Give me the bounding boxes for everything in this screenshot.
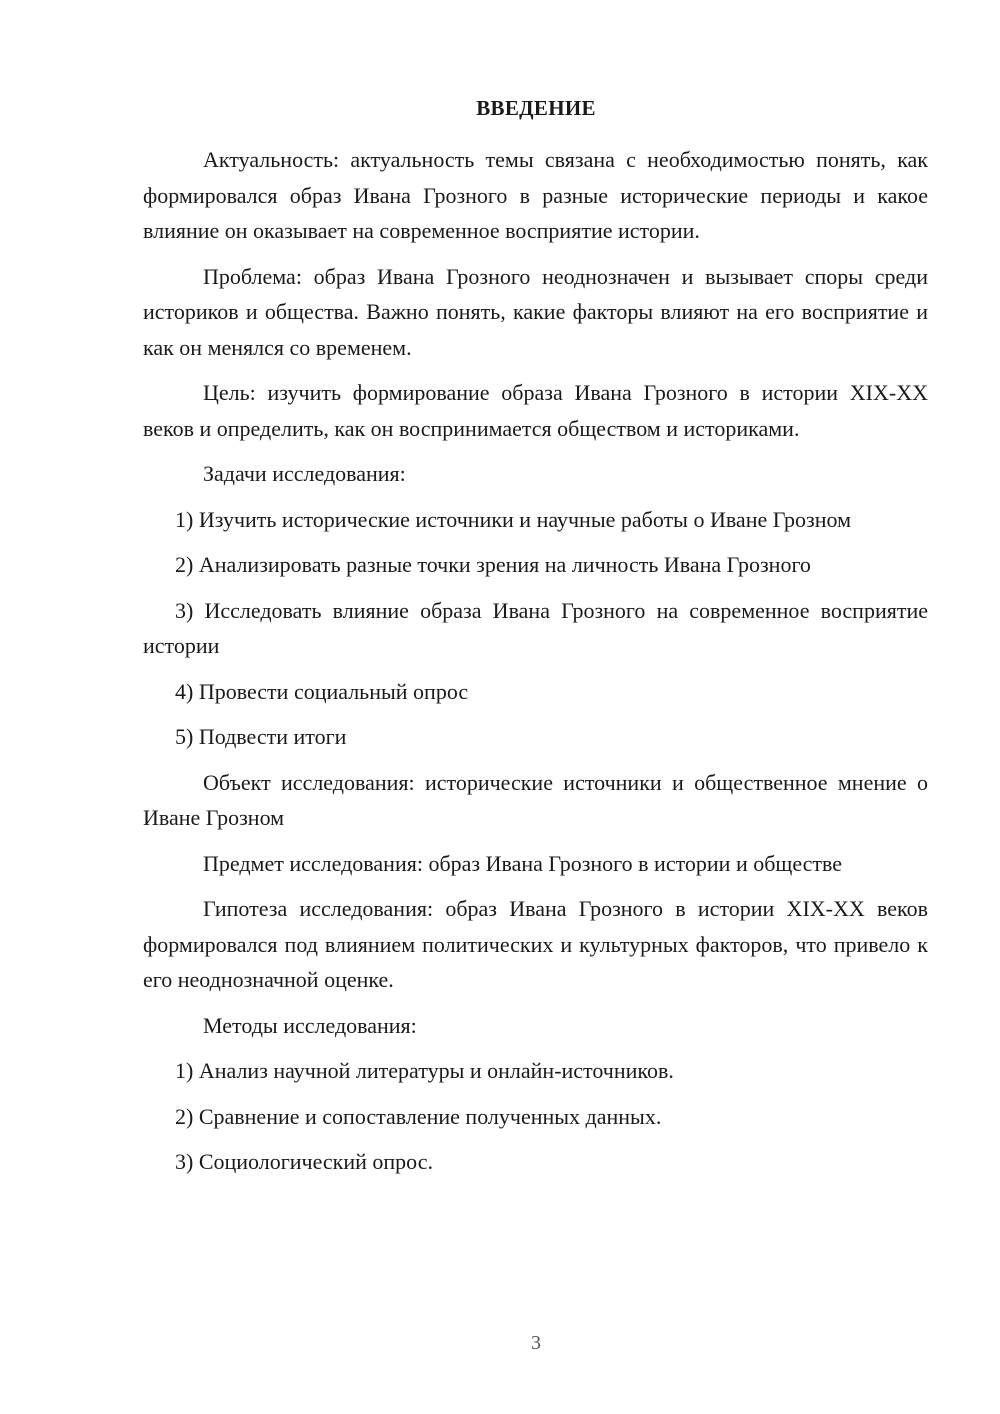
method-item-2: 2) Сравнение и сопоставление полученных данных. xyxy=(175,1103,662,1129)
page-number: 3 xyxy=(531,1332,541,1354)
paragraph-subject: Предмет исследования: образ Ивана Грозного в истории и обществе xyxy=(203,850,843,876)
task-item-2: 2) Анализировать разные точки зрения на личность Ивана Грозного xyxy=(175,552,811,577)
task-item-4: 4) Провести социальный опрос xyxy=(175,678,469,704)
document-body xyxy=(143,142,928,1190)
tasks-heading: Задачи исследования: xyxy=(203,461,406,486)
paragraph-object: Объект исследования: исторические источники и общественное мнение о Иване Грозном xyxy=(143,769,928,830)
task-item-3: 3) Исследовать влияние образа Ивана Грозного на современное восприятие истории xyxy=(143,597,928,658)
paragraph-goal: Цель: изучить формирование образа Ивана Грозного в истории XIX-XX веков и определить, как он воспринимается обществом и историками. xyxy=(143,380,928,441)
task-item-5: 5) Подвести итоги xyxy=(175,724,347,749)
paragraph-problem: Проблема: образ Ивана Грозного неоднозначен и вызывает споры среди историков и общества. Важно понять, какие факторы влияют на его восприятие и как он менялся со временем. xyxy=(143,263,928,360)
methods-heading: Методы исследования: xyxy=(203,1012,417,1038)
paragraph-hypothesis: Гипотеза исследования: образ Ивана Грозного в истории XIX-XX веков формировался под влиянием политических и культурных факторов, что привело к его неоднозначной оценке. xyxy=(143,896,928,992)
method-item-3: 3) Социологический опрос. xyxy=(175,1149,433,1174)
method-item-1: 1) Анализ научной литературы и онлайн-источников. xyxy=(175,1058,674,1083)
task-item-1: 1) Изучить исторические источники и научные работы о Иване Грозном xyxy=(175,506,852,532)
page-title: ВВЕДЕНИЕ xyxy=(476,96,596,120)
paragraph-relevance: Актуальность: актуальность темы связана с необходимостью понять, как формировался образ Ивана Грозного в разные исторические периоды и какое влияние он оказывает на современное восприятие истории. xyxy=(143,147,928,243)
